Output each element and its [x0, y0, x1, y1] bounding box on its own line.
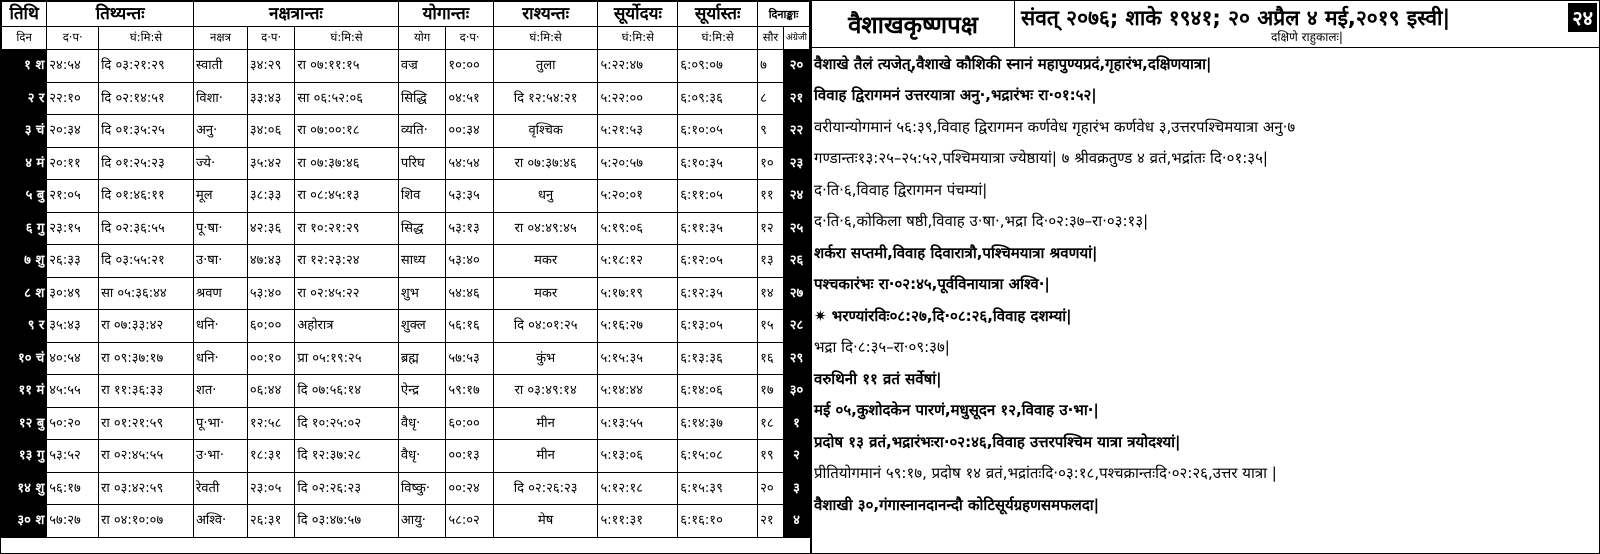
tithi-cell: ६ गु [2, 212, 47, 245]
english-date-cell: २७ [783, 277, 809, 310]
english-date-cell: ३ [783, 472, 809, 505]
nakshatra-time-cell: दि ०२:२६:२३ [295, 472, 399, 505]
rashi-cell: कुंभ [493, 342, 598, 375]
nakshatra-dp-cell: १८:३१ [247, 440, 294, 473]
yoga-cell: ब्रह्म [398, 342, 445, 375]
sunset-cell: ६:१४:३७ [678, 407, 758, 440]
nakshatra-dp-cell: ३४:०६ [247, 115, 294, 148]
tithi-time-cell: दि ०३:२१:२९ [99, 50, 194, 83]
nakshatra-cell: शत· [193, 375, 247, 408]
sunrise-cell: ५:११:३१ [598, 505, 678, 538]
sunrise-cell: ५:१४:४४ [598, 375, 678, 408]
day-note: द·ति·६,कोकिला षष्ठी,विवाह उ·षा·,भद्रा दि·०२:३७–रा·०३:१३| [814, 212, 1149, 231]
rashi-cell: धनु [493, 180, 598, 213]
rashi-cell: दि १२:५४:२१ [493, 82, 598, 115]
yoga-dp-cell: ५४:५४ [446, 147, 493, 180]
table-row [2, 180, 810, 213]
nakshatra-time-cell: दि १२:३७:२८ [295, 440, 399, 473]
english-date-cell: २४ [783, 180, 809, 213]
tithi-dp-cell: ४५:५५ [47, 375, 99, 408]
header-nakshatranta: नक्षत्रान्तः [193, 2, 398, 27]
rashi-cell: रा ०७:३७:४६ [493, 147, 598, 180]
saur-date-cell: १२ [758, 212, 784, 245]
saur-date-cell: ११ [758, 180, 784, 213]
header-tithyanta: तिथ्यन्तः [47, 2, 194, 27]
day-note: गण्डान्तः१३:२५–२५:५२,पश्चिमयात्रा ज्येष्ठायां| ७ श्रीवक्रतुण्ड ४ व्रतं,भद्रांतः दि·०१:३५| [814, 149, 1268, 168]
tithi-dp-cell: २०:११ [47, 147, 99, 180]
nakshatra-dp-cell: ३५:४२ [247, 147, 294, 180]
table-row [2, 310, 810, 343]
nakshatra-dp-cell: ५३:४० [247, 277, 294, 310]
tithi-dp-cell: ५३:५२ [47, 440, 99, 473]
yoga-cell: साध्य [398, 245, 445, 278]
nakshatra-cell: धनि· [193, 310, 247, 343]
tithi-dp-cell: ५७:२७ [47, 505, 99, 538]
tithi-dp-cell: २६:३३ [47, 245, 99, 278]
tithi-time-cell: दि ०१:३५:२५ [99, 115, 194, 148]
sunset-cell: ६:१६:१० [678, 505, 758, 538]
yoga-dp-cell: ५३:३५ [446, 180, 493, 213]
panchang-table-panel [1, 1, 812, 553]
sunrise-cell: ५:२१:५३ [598, 115, 678, 148]
samvat-text: संवत् २०७६; शाके १९४१; २० अप्रैल ४ मई,२०१९ इस्वी| [1021, 6, 1451, 30]
yoga-cell: व्यति· [398, 115, 445, 148]
tithi-time-cell: दि ०१:२५:२३ [99, 147, 194, 180]
english-date-cell: ४ [783, 505, 809, 538]
sunrise-cell: ५:१५:३५ [598, 342, 678, 375]
nakshatra-time-cell: दि ०७:५६:१४ [295, 375, 399, 408]
sub-time: घं:मि:से [295, 27, 399, 50]
saur-date-cell: १९ [758, 440, 784, 473]
sunset-cell: ६:११:३५ [678, 212, 758, 245]
sub-dp: द·प· [446, 27, 493, 50]
sub-time: घं:मि:से [678, 27, 758, 50]
english-date-cell: २६ [783, 245, 809, 278]
nakshatra-time-cell: दि ०३:४७:५७ [295, 505, 399, 538]
tithi-dp-cell: ३०:४९ [47, 277, 99, 310]
sunrise-cell: ५:१८:१२ [598, 245, 678, 278]
yoga-cell: विष्कु· [398, 472, 445, 505]
sub-time: घं:मि:से [493, 27, 598, 50]
nakshatra-time-cell: रा १०:२१:२९ [295, 212, 399, 245]
yoga-dp-cell: ००:३४ [446, 115, 493, 148]
nakshatra-cell: धनि· [193, 342, 247, 375]
tithi-time-cell: दि ०२:३६:५५ [99, 212, 194, 245]
tithi-time-cell: दि ०१:४६:११ [99, 180, 194, 213]
notes-panel [812, 1, 1599, 553]
nakshatra-cell: अश्वि· [193, 505, 247, 538]
rashi-cell: तुला [493, 50, 598, 83]
header-suryasta: सूर्यास्तः [678, 2, 758, 27]
english-date-cell: २ [783, 440, 809, 473]
nakshatra-cell: रेवती [193, 472, 247, 505]
sunset-cell: ६:१३:०५ [678, 310, 758, 343]
yoga-cell: शुक्ल [398, 310, 445, 343]
yoga-dp-cell: ५८:०२ [446, 505, 493, 538]
yoga-cell: वैधृ· [398, 407, 445, 440]
tithi-dp-cell: २२:१० [47, 82, 99, 115]
yoga-dp-cell: ५३:१३ [446, 212, 493, 245]
table-row [2, 245, 810, 278]
english-date-cell: २८ [783, 310, 809, 343]
tithi-time-cell: दि ०३:५५:२१ [99, 245, 194, 278]
yoga-dp-cell: १०:०० [446, 50, 493, 83]
nakshatra-cell: स्वाती [193, 50, 247, 83]
tithi-cell: १० चं [2, 342, 47, 375]
yoga-cell: आयु· [398, 505, 445, 538]
tithi-time-cell: रा ११:३६:३३ [99, 375, 194, 408]
table-row [2, 407, 810, 440]
tithi-dp-cell: २४:५४ [47, 50, 99, 83]
samvat-block [1015, 1, 1599, 47]
nakshatra-dp-cell: ३८:३३ [247, 180, 294, 213]
yoga-dp-cell: ५६:१६ [446, 310, 493, 343]
rashi-cell: मीन [493, 440, 598, 473]
sunrise-cell: ५:१९:०६ [598, 212, 678, 245]
yoga-cell: परिघ [398, 147, 445, 180]
nakshatra-time-cell: दि १०:२५:०२ [295, 407, 399, 440]
tithi-cell: ३० श [2, 505, 47, 538]
sub-angreji: अंग्रेजी [783, 27, 809, 50]
header-dinanka: दिनाङ्काः [758, 2, 810, 27]
page-number: २४ [1568, 3, 1597, 32]
tithi-time-cell: दि ०२:१४:५१ [99, 82, 194, 115]
saur-date-cell: २० [758, 472, 784, 505]
nakshatra-time-cell: रा ०७:११:१५ [295, 50, 399, 83]
table-row [2, 115, 810, 148]
subheader-row [2, 27, 810, 50]
nakshatra-cell: मूल [193, 180, 247, 213]
nakshatra-time-cell: सा ०६:५२:०६ [295, 82, 399, 115]
header-tithi: तिथि [2, 2, 47, 27]
sub-time: घं:मि:से [99, 27, 194, 50]
day-note: भद्रा दि·८:३५–रा·०९:३७| [814, 338, 950, 357]
yoga-dp-cell: ५९:१७ [446, 375, 493, 408]
sunrise-cell: ५:१३:०६ [598, 440, 678, 473]
sub-yoga: योग [398, 27, 445, 50]
tithi-dp-cell: २३:१५ [47, 212, 99, 245]
nakshatra-cell: पू·भा· [193, 407, 247, 440]
tithi-cell: १४ शु [2, 472, 47, 505]
nakshatra-time-cell: प्रा ०५:१९:२५ [295, 342, 399, 375]
table-row [2, 505, 810, 538]
nakshatra-time-cell: रा ०७:३७:४६ [295, 147, 399, 180]
sunset-cell: ६:११:०५ [678, 180, 758, 213]
nakshatra-cell: श्रवण [193, 277, 247, 310]
sub-nakshatra: नक्षत्र [193, 27, 247, 50]
tithi-time-cell: रा ०७:३३:४२ [99, 310, 194, 343]
nakshatra-dp-cell: ३३:४३ [247, 82, 294, 115]
yoga-cell: सिद्ध [398, 212, 445, 245]
tithi-cell: २ र [2, 82, 47, 115]
sunrise-cell: ५:१७:१९ [598, 277, 678, 310]
tithi-dp-cell: २०:३४ [47, 115, 99, 148]
day-note: वैशाखी ३०,गंगास्नानदानन्दौ कोटिसूर्यग्रहणसमफलदा| [814, 495, 1100, 514]
yoga-cell: शिव [398, 180, 445, 213]
table-row [2, 277, 810, 310]
nakshatra-cell: ज्ये· [193, 147, 247, 180]
sunrise-cell: ५:१२:१८ [598, 472, 678, 505]
nakshatra-dp-cell: ००:१० [247, 342, 294, 375]
table-row [2, 440, 810, 473]
day-note: शर्करा सप्तमी,विवाह दिवारात्रौ,पश्चिमयात्रा श्रवणयां| [814, 243, 1098, 262]
sunset-cell: ६:१०:०५ [678, 115, 758, 148]
tithi-cell: ४ मं [2, 147, 47, 180]
sunrise-cell: ५:१३:५५ [598, 407, 678, 440]
sunset-cell: ६:१५:०८ [678, 440, 758, 473]
sub-din: दिन [2, 27, 47, 50]
saur-date-cell: १५ [758, 310, 784, 343]
rashi-cell: मेष [493, 505, 598, 538]
nakshatra-dp-cell: २३:०५ [247, 472, 294, 505]
nakshatra-dp-cell: ६०:०० [247, 310, 294, 343]
day-note: मई ०५,कुशोदकेन पारणं,मधुसूदन १२,विवाह उ·भा·| [814, 401, 1099, 420]
sunset-cell: ६:०९:०७ [678, 50, 758, 83]
yoga-dp-cell: ५३:४० [446, 245, 493, 278]
sunset-cell: ६:१५:३९ [678, 472, 758, 505]
nakshatra-cell: पू·षा· [193, 212, 247, 245]
day-note: पश्चकारंभः रा·०२:४५,पूर्वविनायात्रा अश्वि·| [814, 275, 1050, 294]
tithi-cell: ११ मं [2, 375, 47, 408]
nakshatra-cell: उ·भा· [193, 440, 247, 473]
day-note: विवाह द्विरागमनं उत्तरयात्रा अनु·,भद्रारंभः रा·०१:५२| [814, 86, 1097, 105]
tithi-dp-cell: ५६:१७ [47, 472, 99, 505]
sub-dp: द·प· [247, 27, 294, 50]
table-row [2, 147, 810, 180]
tithi-cell: ९ र [2, 310, 47, 343]
saur-date-cell: १३ [758, 245, 784, 278]
table-row [2, 82, 810, 115]
yoga-dp-cell: ००:२४ [446, 472, 493, 505]
nakshatra-dp-cell: ३४:२९ [247, 50, 294, 83]
rashi-cell: मकर [493, 277, 598, 310]
table-row [2, 212, 810, 245]
sunrise-cell: ५:२०:०१ [598, 180, 678, 213]
yoga-dp-cell: ०४:५१ [446, 82, 493, 115]
sunset-cell: ६:१३:३६ [678, 342, 758, 375]
sunrise-cell: ५:१६:२७ [598, 310, 678, 343]
rashi-cell: दि ०२:२६:२३ [493, 472, 598, 505]
sunset-cell: ६:१२:०५ [678, 245, 758, 278]
saur-date-cell: ८ [758, 82, 784, 115]
yoga-dp-cell: ५७:५३ [446, 342, 493, 375]
rashi-cell: दि ०४:०१:२५ [493, 310, 598, 343]
paksha-title: वैशाखकृष्णपक्ष [812, 1, 1015, 47]
sunrise-cell: ५:२२:४७ [598, 50, 678, 83]
yoga-cell: शुभ [398, 277, 445, 310]
english-date-cell: २५ [783, 212, 809, 245]
nakshatra-dp-cell: ०६:४४ [247, 375, 294, 408]
day-note: वैशाखे तैलं त्यजेत्,वैशाखे कौशिकी स्नानं महापुण्यप्रदं,गृहारंभ,दक्षिणयात्रा| [814, 54, 1212, 73]
english-date-cell: २३ [783, 147, 809, 180]
nakshatra-dp-cell: २६:३१ [247, 505, 294, 538]
tithi-cell: १२ बु [2, 407, 47, 440]
nakshatra-dp-cell: ४७:४३ [247, 245, 294, 278]
header-suryodaya: सूर्योदयः [598, 2, 678, 27]
nakshatra-time-cell: रा ०७:००:१८ [295, 115, 399, 148]
tithi-time-cell: रा ०९:३७:१७ [99, 342, 194, 375]
saur-date-cell: १७ [758, 375, 784, 408]
yoga-cell: सिद्धि [398, 82, 445, 115]
english-date-cell: ३० [783, 375, 809, 408]
sunrise-cell: ५:२२:०० [598, 82, 678, 115]
table-row [2, 342, 810, 375]
sunrise-cell: ५:२०:५७ [598, 147, 678, 180]
nakshatra-cell: विशा· [193, 82, 247, 115]
nakshatra-cell: उ·षा· [193, 245, 247, 278]
table-row [2, 50, 810, 83]
yoga-dp-cell: ५४:४६ [446, 277, 493, 310]
tithi-time-cell: रा ०२:४५:५५ [99, 440, 194, 473]
saur-date-cell: १० [758, 147, 784, 180]
day-note: प्रदोष १३ व्रतं,भद्रारंभःरा·०२:४६,विवाह उत्तरपश्चिम यात्रा त्रयोदश्यां| [814, 432, 1181, 451]
sunset-cell: ६:१०:३५ [678, 147, 758, 180]
english-date-cell: २२ [783, 115, 809, 148]
title-block [812, 1, 1599, 48]
tithi-cell: १३ गु [2, 440, 47, 473]
tithi-time-cell: रा ०३:४२:५९ [99, 472, 194, 505]
english-date-cell: २९ [783, 342, 809, 375]
tithi-dp-cell: ५०:२० [47, 407, 99, 440]
day-note: प्रीतियोगमानं ५९:१७, प्रदोष १४ व्रतं,भद्रांतःदि·०३:१८,पश्चक्रान्तःदि·०२:२६,उत्तर यात्रा | [814, 464, 1277, 483]
table-row [2, 472, 810, 505]
sunset-cell: ६:०९:३६ [678, 82, 758, 115]
tithi-cell: ८ श [2, 277, 47, 310]
saur-date-cell: १६ [758, 342, 784, 375]
tithi-cell: ५ बु [2, 180, 47, 213]
nakshatra-dp-cell: ४२:३६ [247, 212, 294, 245]
english-date-cell: २१ [783, 82, 809, 115]
english-date-cell: १ [783, 407, 809, 440]
rashi-cell: मकर [493, 245, 598, 278]
tithi-cell: ३ चं [2, 115, 47, 148]
tithi-dp-cell: ३५:४३ [47, 310, 99, 343]
header-rashyanta: राश्यन्तः [493, 2, 598, 27]
nakshatra-time-cell: रा ०२:४५:२२ [295, 277, 399, 310]
nakshatra-time-cell: रा ०८:४५:१३ [295, 180, 399, 213]
saur-date-cell: १४ [758, 277, 784, 310]
nakshatra-time-cell: रा १२:२३:२४ [295, 245, 399, 278]
tithi-dp-cell: २१:०५ [47, 180, 99, 213]
header-yoganta: योगान्तः [398, 2, 493, 27]
tithi-time-cell: रा ०४:१०:०७ [99, 505, 194, 538]
tithi-dp-cell: ४०:५४ [47, 342, 99, 375]
day-note: वरुथिनी ११ व्रतं सर्वेषां| [814, 369, 942, 388]
nakshatra-time-cell: अहोरात्र [295, 310, 399, 343]
day-note: वरीयान्योगमानं ५६:३९,विवाह द्विरागमन कर्णवेध गृहारंभ कर्णवेध ३,उत्तरपश्चिमयात्रा अनु·७ [814, 117, 1296, 136]
saur-date-cell: ९ [758, 115, 784, 148]
sunset-cell: ६:१४:०६ [678, 375, 758, 408]
saur-date-cell: ७ [758, 50, 784, 83]
sunset-cell: ६:१२:३५ [678, 277, 758, 310]
notes-list [812, 48, 1599, 554]
tithi-cell: १ श [2, 50, 47, 83]
tithi-time-cell: सा ०५:३६:४४ [99, 277, 194, 310]
english-date-cell: २० [783, 50, 809, 83]
tithi-cell: ७ शु [2, 245, 47, 278]
table-row [2, 375, 810, 408]
saur-date-cell: १८ [758, 407, 784, 440]
yoga-dp-cell: ००:१३ [446, 440, 493, 473]
rashi-cell: रा ०३:४९:१४ [493, 375, 598, 408]
saur-date-cell: २१ [758, 505, 784, 538]
nakshatra-dp-cell: १२:५८ [247, 407, 294, 440]
tithi-time-cell: रा ०१:२१:५९ [99, 407, 194, 440]
yoga-dp-cell: ६०:०० [446, 407, 493, 440]
sub-time: घं:मि:से [598, 27, 678, 50]
yoga-cell: वज्र [398, 50, 445, 83]
sub-saur: सौर [758, 27, 784, 50]
rashi-cell: वृश्चिक [493, 115, 598, 148]
day-note: द·ति·६,विवाह द्विरागमन पंचम्यां| [814, 180, 988, 199]
yoga-cell: वैधृ· [398, 440, 445, 473]
rashi-cell: रा ०४:४९:४५ [493, 212, 598, 245]
nakshatra-cell: अनु· [193, 115, 247, 148]
header-row [2, 2, 810, 27]
panchang-table [1, 1, 810, 538]
rahukaal-text: दक्षिणे राहुकालः| [1271, 30, 1343, 44]
day-note: ✷ भरण्यांरविः०८:२७,दि·०८:२६,विवाह दशम्यां| [814, 306, 1072, 325]
rashi-cell: मीन [493, 407, 598, 440]
yoga-cell: ऐन्द्र [398, 375, 445, 408]
sub-dp: द·प· [47, 27, 99, 50]
